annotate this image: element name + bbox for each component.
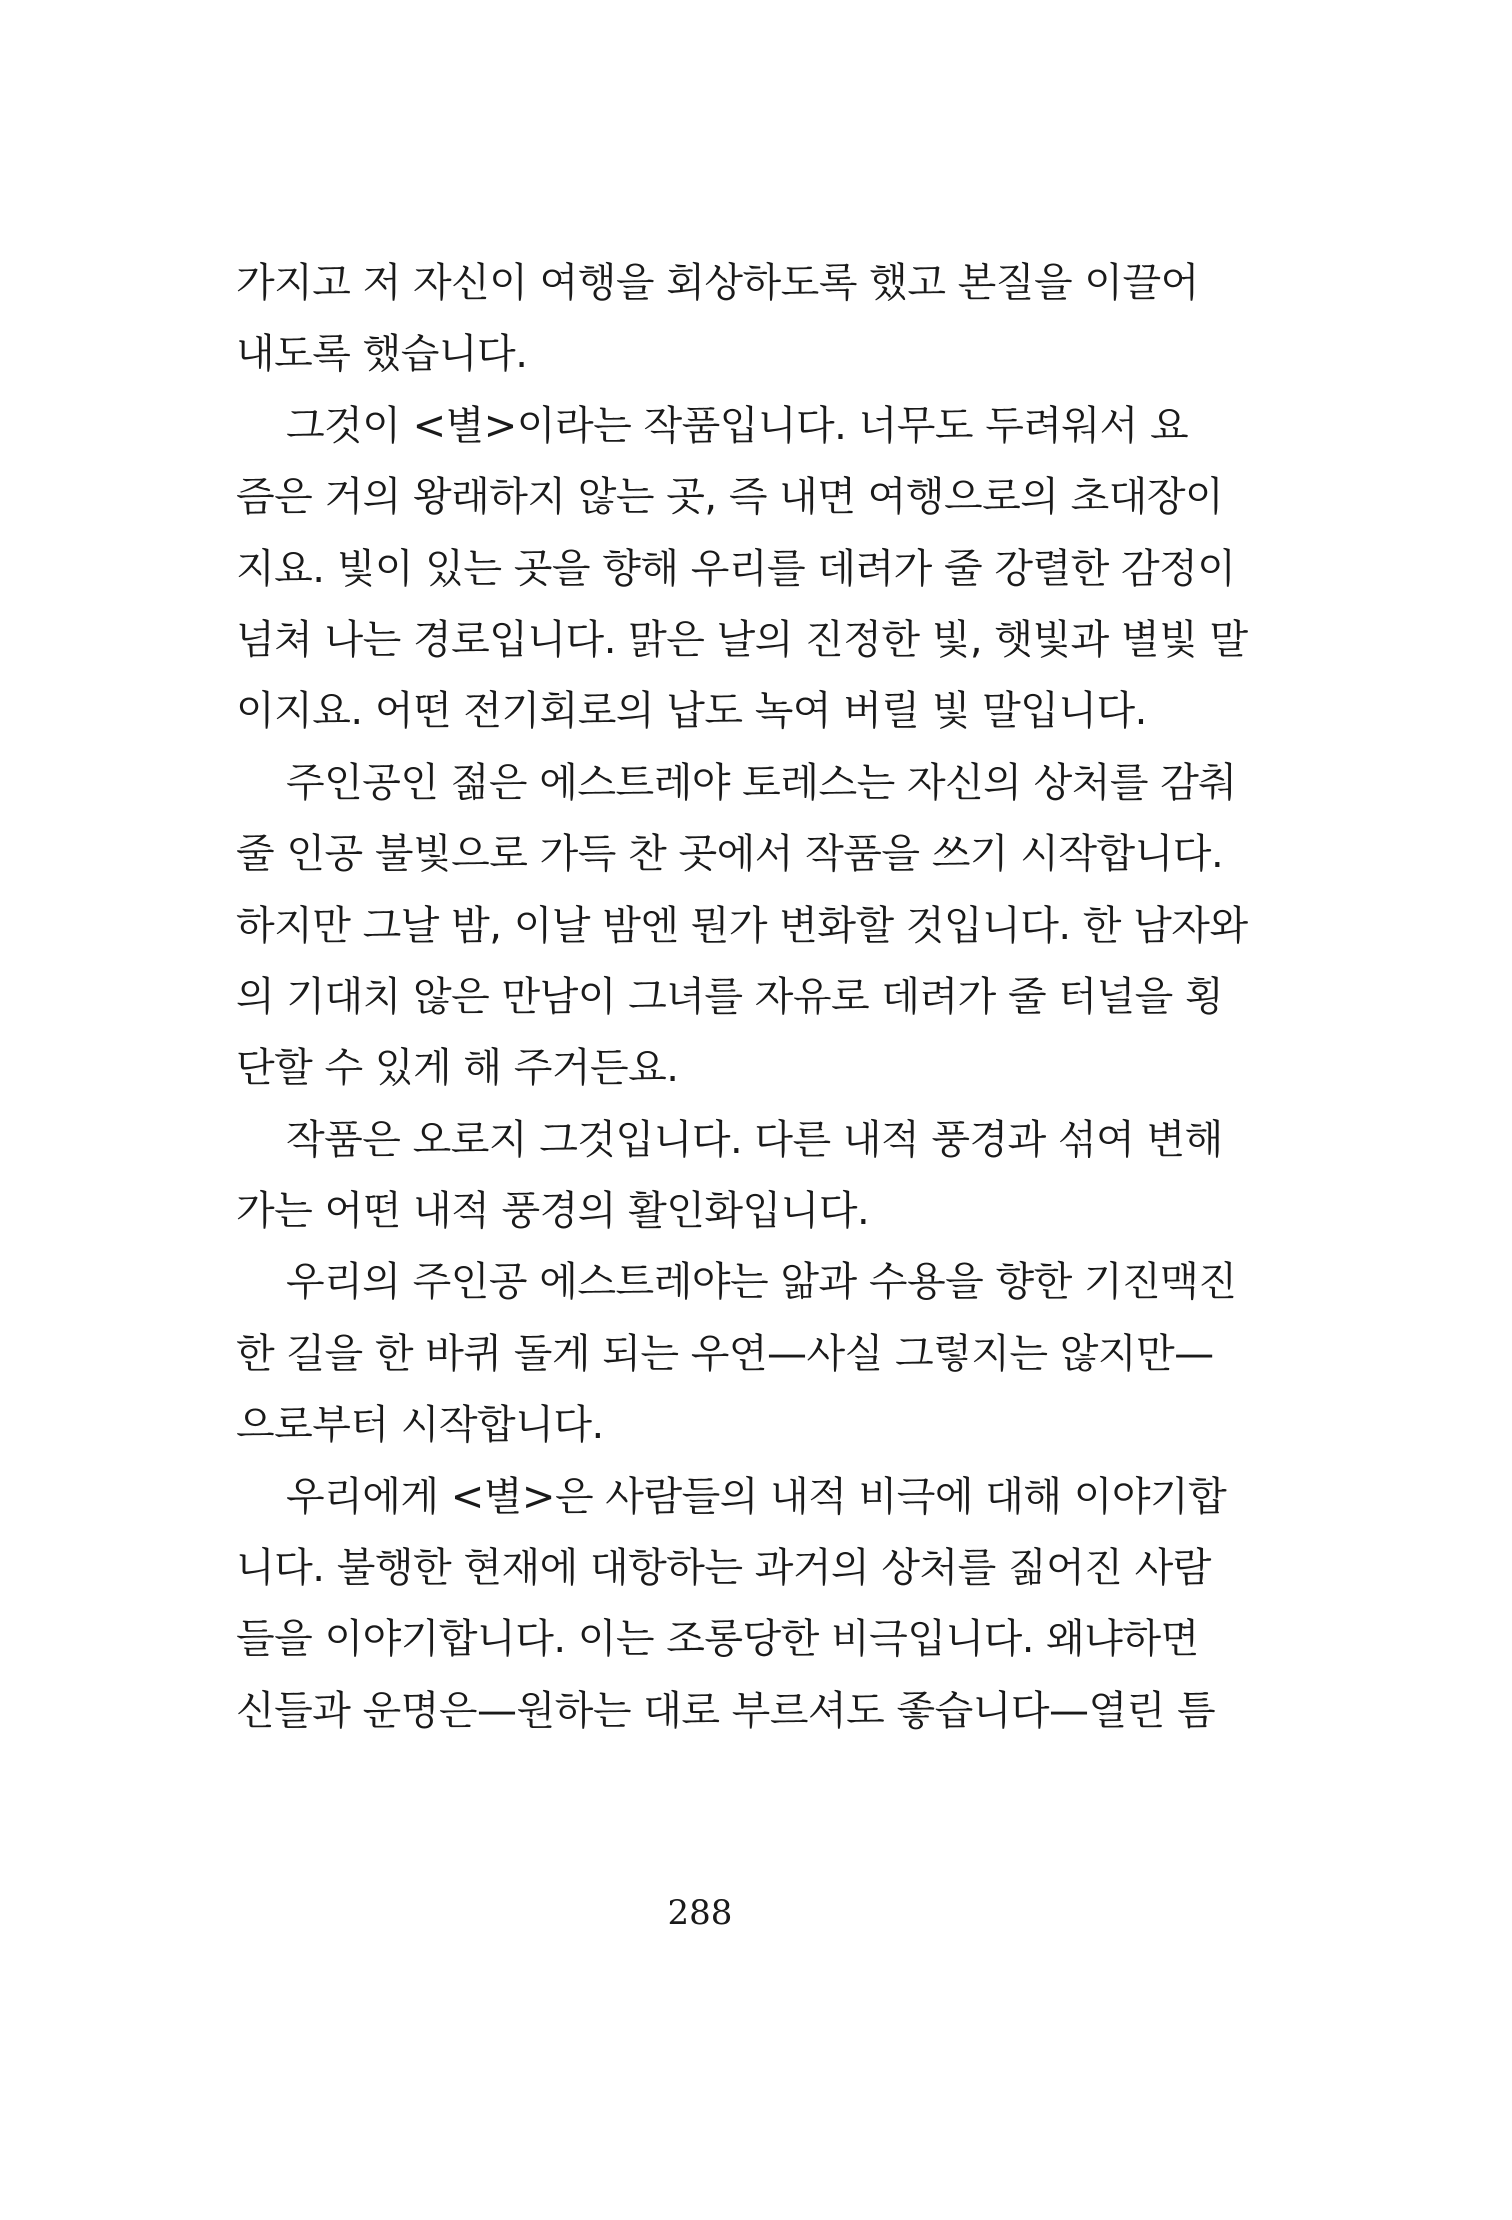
text-line: 우리에게 <별>은 사람들의 내적 비극에 대해 이야기합	[286, 1473, 1227, 1520]
text-line: 한 길을 한 바퀴 돌게 되는 우연—사실 그렇지는 않지만—	[236, 1330, 1214, 1377]
text-line: 우리의 주인공 에스트레야는 앎과 수용을 향한 기진맥진	[286, 1259, 1237, 1306]
text-line: 주인공인 젊은 에스트레야 토레스는 자신의 상처를 감춰	[286, 759, 1237, 806]
text-line: 의 기대치 않은 만남이 그녀를 자유로 데려가 줄 터널을 횡	[236, 973, 1224, 1020]
text-line: 그것이 <별>이라는 작품입니다. 너무도 두려워서 요	[286, 402, 1189, 449]
text-line: 지요. 빛이 있는 곳을 향해 우리를 데려가 줄 강렬한 감정이	[236, 545, 1236, 592]
page-number: 288	[667, 1893, 733, 1933]
text-line: 신들과 운명은—원하는 대로 부르셔도 좋습니다—열린 틈	[236, 1687, 1216, 1734]
text-line: 단할 수 있게 해 주거든요.	[236, 1045, 679, 1092]
text-line: 즘은 거의 왕래하지 않는 곳, 즉 내면 여행으로의 초대장이	[236, 474, 1224, 521]
text-line: 니다. 불행한 현재에 대항하는 과거의 상처를 짊어진 사람	[236, 1545, 1211, 1592]
text-line: 가지고 저 자신이 여행을 회상하도록 했고 본질을 이끌어	[236, 260, 1199, 306]
text-line: 하지만 그날 밤, 이날 밤엔 뭔가 변화할 것입니다. 한 남자와	[236, 902, 1248, 949]
text-line: 줄 인공 불빛으로 가득 찬 곳에서 작품을 쓰기 시작합니다.	[236, 831, 1224, 878]
text-line: 가는 어떤 내적 풍경의 활인화입니다.	[236, 1188, 870, 1235]
body-text	[236, 248, 1248, 1747]
text-line: 들을 이야기합니다. 이는 조롱당한 비극입니다. 왜냐하면	[236, 1616, 1199, 1663]
text-line: 내도록 했습니다.	[236, 331, 528, 378]
text-line: 이지요. 어떤 전기회로의 납도 녹여 버릴 빛 말입니다.	[236, 688, 1147, 735]
text-line: 작품은 오로지 그것입니다. 다른 내적 풍경과 섞여 변해	[286, 1116, 1223, 1163]
text-line: 넘쳐 나는 경로입니다. 맑은 날의 진정한 빛, 햇빛과 별빛 말	[236, 616, 1248, 663]
text-line: 으로부터 시작합니다.	[236, 1402, 604, 1449]
